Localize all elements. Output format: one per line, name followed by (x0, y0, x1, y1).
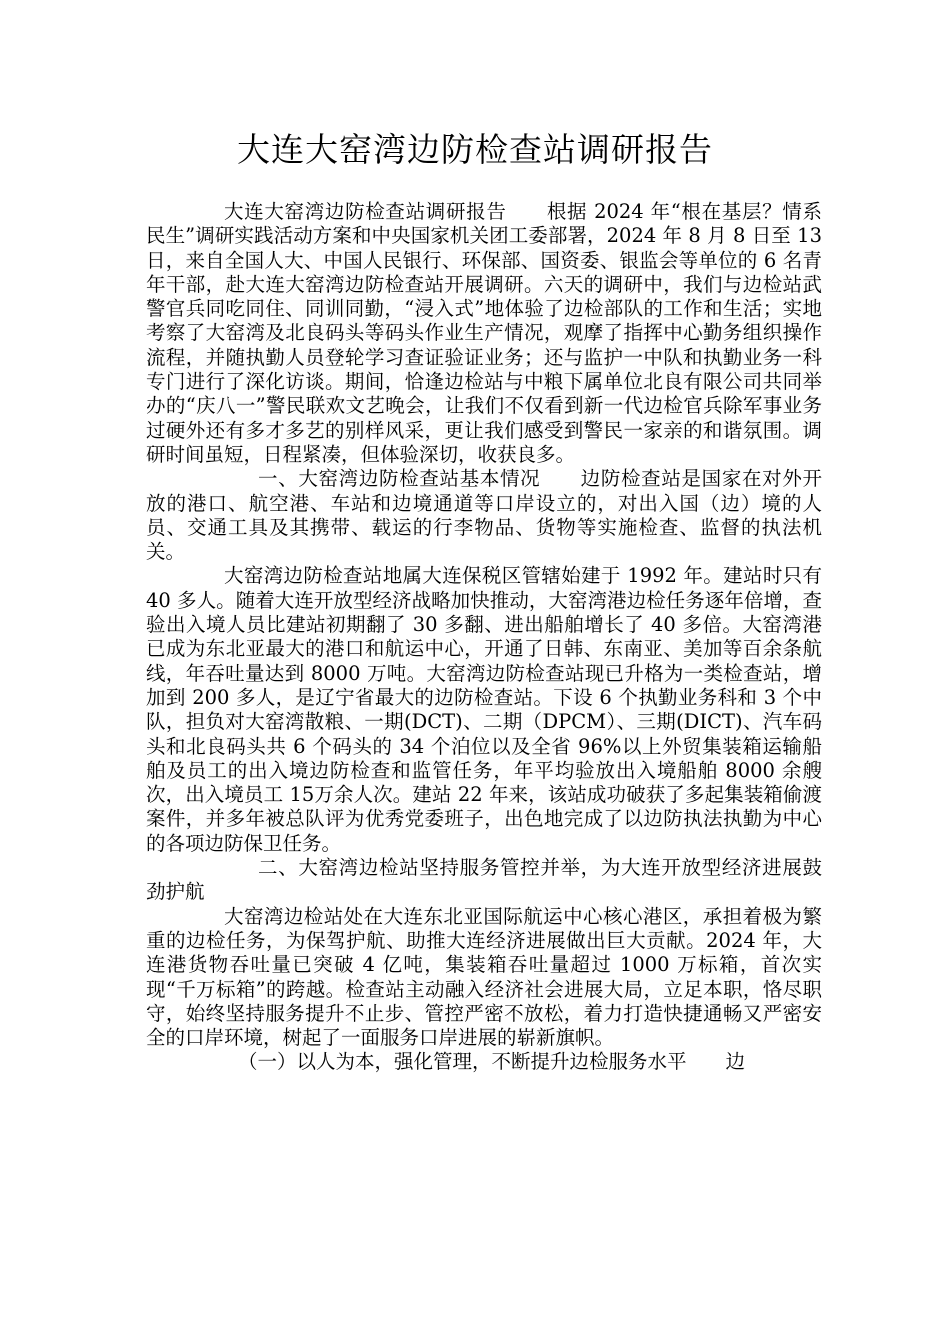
document-title: 大连大窑湾边防检查站调研报告 (237, 130, 713, 169)
paragraph-section-2-heading: 二、大窑湾边检站坚持服务管控并举，为大连开放型经济进展鼓劲护航 (146, 856, 822, 904)
paragraph-intro: 大连大窑湾边防检查站调研报告 根据 2024 年“根在基层？情系民生”调研实践活动方案和中央国家机关团工委部署，2024 年 8 月 8 日至 13 日，来自全国人大、中国人民银行、环保部、国资委、银监会等单位的 6 名青年干部，赴大连大窑湾边防检查站开展调研。六天的调研中，我们与边检站武警官兵同吃同住、同训同勤，“浸入式”地体验了边检部队的工作和生活；实地考察了大窑湾及北良码头等码头作业生产情况，观摩了指挥中心勤务组织操作流程，并随执勤人员登轮学习查证验证业务；还与监护一中队和执勤业务一科专门进行了深化访谈。期间，恰逢边检站与中粮下属单位北良有限公司共同举办的“庆八一”警民联欢文艺晚会，让我们不仅看到新一代边检官兵除军事业务过硬外还有多才多艺的别样风采，更让我们感受到警民一家亲的和谐氛围。调研时间虽短，日程紧凑，但体验深切，收获良多。 (146, 200, 829, 466)
document-body (146, 200, 829, 1075)
paragraph-station-overview: 大窑湾边防检查站地属大连保税区管辖始建于 1992 年。建站时只有 40 多人。随着大连开放型经济战略加快推动，大窑湾港边检任务逐年倍增，查验出入境人员比建站初期翻了 30 多翻、进出船舶增长了 40 多倍。大窑湾港已成为东北亚最大的港口和航运中心，开通了日韩、东南亚、美加等百余条航线，年吞吐量达到 8000 万吨。大窑湾边防检查站现已升格为一类检查站，增加到 200 多人，是辽宁省最大的边防检查站。下设 6 个执勤业务科和 3 个中队，担负对大窑湾散粮、一期(DCT)、二期（DPCM）、三期(DICT)、汽车码头和北良码头共 6 个码头的 34 个泊位以及全省 96%以上外贸集装箱运输船舶及员工的出入境边防检查和监管任务，年平均验放出入境船舶 8000 余艘次，出入境员工 15万余人次。建站 22 年来，该站成功破获了多起集装箱偷渡案件，并多年被总队评为优秀党委班子，出色地完成了以边防执法执勤为中心的各项边防保卫任务。 (146, 564, 829, 855)
paragraph-service-role: 大窑湾边检站处在大连东北亚国际航运中心核心港区，承担着极为繁重的边检任务，为保驾护航、助推大连经济进展做出巨大贡献。2024 年，大连港货物吞吐量已突破 4 亿吨，集装箱吞吐量超过 1000 万标箱，首次实现“千万标箱”的跨越。检查站主动融入经济社会进展大局，立足本职，恪尽职守，始终坚持服务提升不止步、管控严密不放松，着力打造快捷通畅又严密安全的口岸环境，树起了一面服务口岸进展的崭新旗帜。 (146, 904, 822, 1050)
paragraph-subsection-1-heading: （一）以人为本，强化管理，不断提升边检服务水平 边 (238, 1050, 746, 1074)
paragraph-section-1-heading: 一、大窑湾边防检查站基本情况 边防检查站是国家在对外开放的港口、航空港、车站和边境通道等口岸设立的，对出入国（边）境的人员、交通工具及其携带、载运的行李物品、货物等实施检查、监督的执法机关。 (146, 467, 822, 564)
